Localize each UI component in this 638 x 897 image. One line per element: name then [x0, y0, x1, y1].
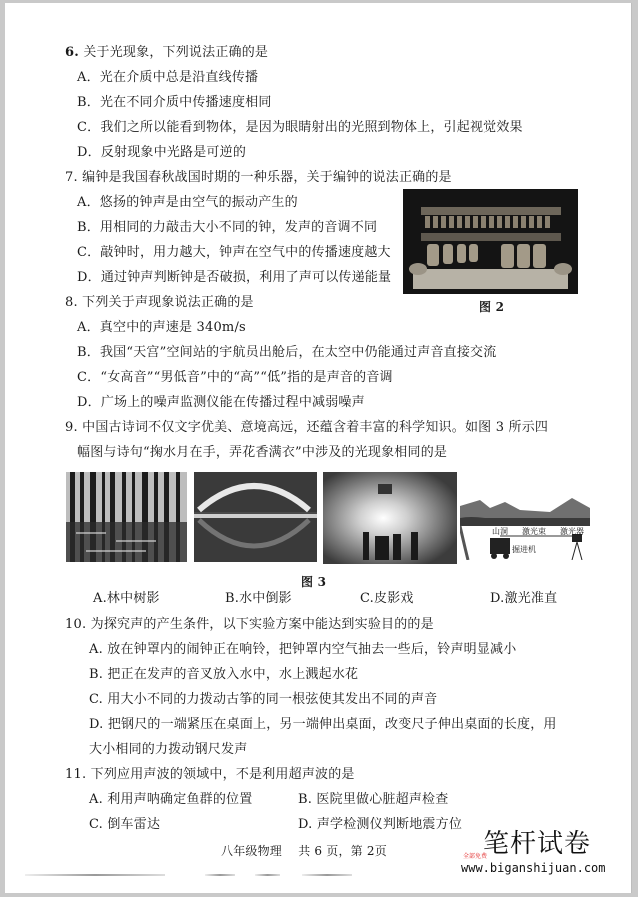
- svg-text:掘进机: 掘进机: [512, 545, 536, 554]
- question-6-option-c: C．我们之所以能看到物体，是因为眼睛射出的光照到物体上，引起视觉效果: [77, 120, 523, 135]
- figure-3-label-a: A.林中树影: [93, 591, 160, 606]
- figure-2-bianzhong-image: [403, 189, 578, 294]
- question-10-option-c: C. 用大小不同的力拨动古筝的同一根弦使其发出不同的声音: [89, 692, 438, 707]
- question-10-option-b: B. 把正在发声的音叉放入水中，水上溅起水花: [89, 667, 359, 682]
- scan-artifact-line: [302, 874, 352, 876]
- svg-text:激光束: 激光束: [522, 527, 546, 536]
- question-11-option-a: A. 利用声呐确定鱼群的位置: [89, 792, 253, 807]
- figure-3c-shadow-play-image: [323, 472, 457, 564]
- question-8-option-b: B．我国“天宫”空间站的宇航员出舱后，在太空中仍能通过声音直接交流: [77, 345, 497, 360]
- question-10-stem: 10. 为探究声的产生条件，以下实验方案中能达到实验目的的是: [65, 617, 434, 632]
- question-8-option-a: A．真空中的声速是 340m/s: [77, 320, 246, 335]
- question-6-option-a: A．光在介质中总是沿直线传播: [77, 70, 259, 85]
- question-7-option-d: D．通过钟声判断钟是否破损，利用了声可以传递能量: [77, 270, 392, 285]
- figure-3-label-c: C.皮影戏: [360, 591, 414, 606]
- forest-illustration: [66, 472, 187, 562]
- svg-text:山洞: 山洞: [492, 527, 508, 536]
- figure-3b-water-reflection-image: [194, 472, 317, 562]
- scan-artifact-line: [255, 874, 280, 876]
- watermark-title: 笔杆试卷: [483, 829, 592, 859]
- question-11-option-b: B. 医院里做心脏超声检查: [298, 792, 449, 807]
- watermark-url: www.biganshijuan.com: [461, 861, 606, 875]
- question-11-option-c: C. 倒车雷达: [89, 817, 161, 832]
- svg-text:激光器: 激光器: [560, 527, 584, 536]
- shadow-play-illustration: [323, 472, 457, 564]
- question-6-option-d: D．反射现象中光路是可逆的: [77, 145, 247, 160]
- question-11-option-d: D. 声学检测仪判断地震方位: [298, 817, 463, 832]
- question-7-option-c: C．敲钟时，用力越大，钟声在空气中的传播速度越大: [77, 245, 391, 260]
- question-7-stem: 7. 编钟是我国春秋战国时期的一种乐器，关于编钟的说法正确的是: [65, 170, 452, 185]
- bridge-reflection-illustration: [194, 472, 317, 562]
- scan-artifact-line: [205, 874, 235, 876]
- figure-3-label-b: B.水中倒影: [225, 591, 292, 606]
- watermark-tag: 全部免费: [463, 853, 488, 860]
- question-9-stem-line2: 幅图与诗句“掬水月在手，弄花香满衣”中涉及的光现象相同的是: [77, 445, 448, 460]
- figure-2-caption: 图 2: [479, 300, 505, 314]
- question-9-stem-line1: 9. 中国古诗词不仅文字优美、意境高远，还蕴含着丰富的科学知识。如图 3 所示四: [65, 420, 549, 435]
- exam-page: [5, 3, 632, 893]
- question-6-stem: 6. 关于光现象，下列说法正确的是: [65, 45, 269, 60]
- question-7-option-b: B．用相同的力敲击大小不同的钟，发声的音调不同: [77, 220, 378, 235]
- question-10-option-d: D. 把钢尺的一端紧压在桌面上，另一端伸出桌面，改变尺子伸出桌面的长度，用: [89, 717, 557, 732]
- question-8-option-c: C．“女高音”“男低音”中的“高”“低”指的是声音的音调: [77, 370, 393, 385]
- question-10-option-d-continued: 大小相同的力拨动钢尺发声: [89, 742, 248, 757]
- figure-3a-forest-shadows-image: [66, 472, 187, 562]
- figure-3-label-d: D.激光准直: [490, 591, 558, 606]
- scan-artifact-line: [25, 874, 165, 876]
- figure-3-caption: 图 3: [301, 575, 327, 589]
- figure-3d-laser-alignment-diagram: [460, 498, 590, 560]
- question-8-option-d: D．广场上的噪声监测仪能在传播过程中减弱噪声: [77, 395, 365, 410]
- question-10-option-a: A. 放在钟罩内的闹钟正在响铃，把钟罩内空气抽去一些后，铃声明显减小: [89, 642, 517, 657]
- question-6-option-b: B．光在不同介质中传播速度相同: [77, 95, 272, 110]
- question-8-stem: 8. 下列关于声现象说法正确的是: [65, 295, 254, 310]
- question-11-stem: 11. 下列应用声波的领域中，不是利用超声波的是: [65, 767, 355, 782]
- page-footer: 八年级物理 共 6 页，第 2页: [221, 844, 387, 858]
- question-7-option-a: A．悠扬的钟声是由空气的振动产生的: [77, 195, 298, 210]
- bell-set-illustration: [403, 189, 578, 294]
- tunnel-laser-illustration: [460, 498, 590, 560]
